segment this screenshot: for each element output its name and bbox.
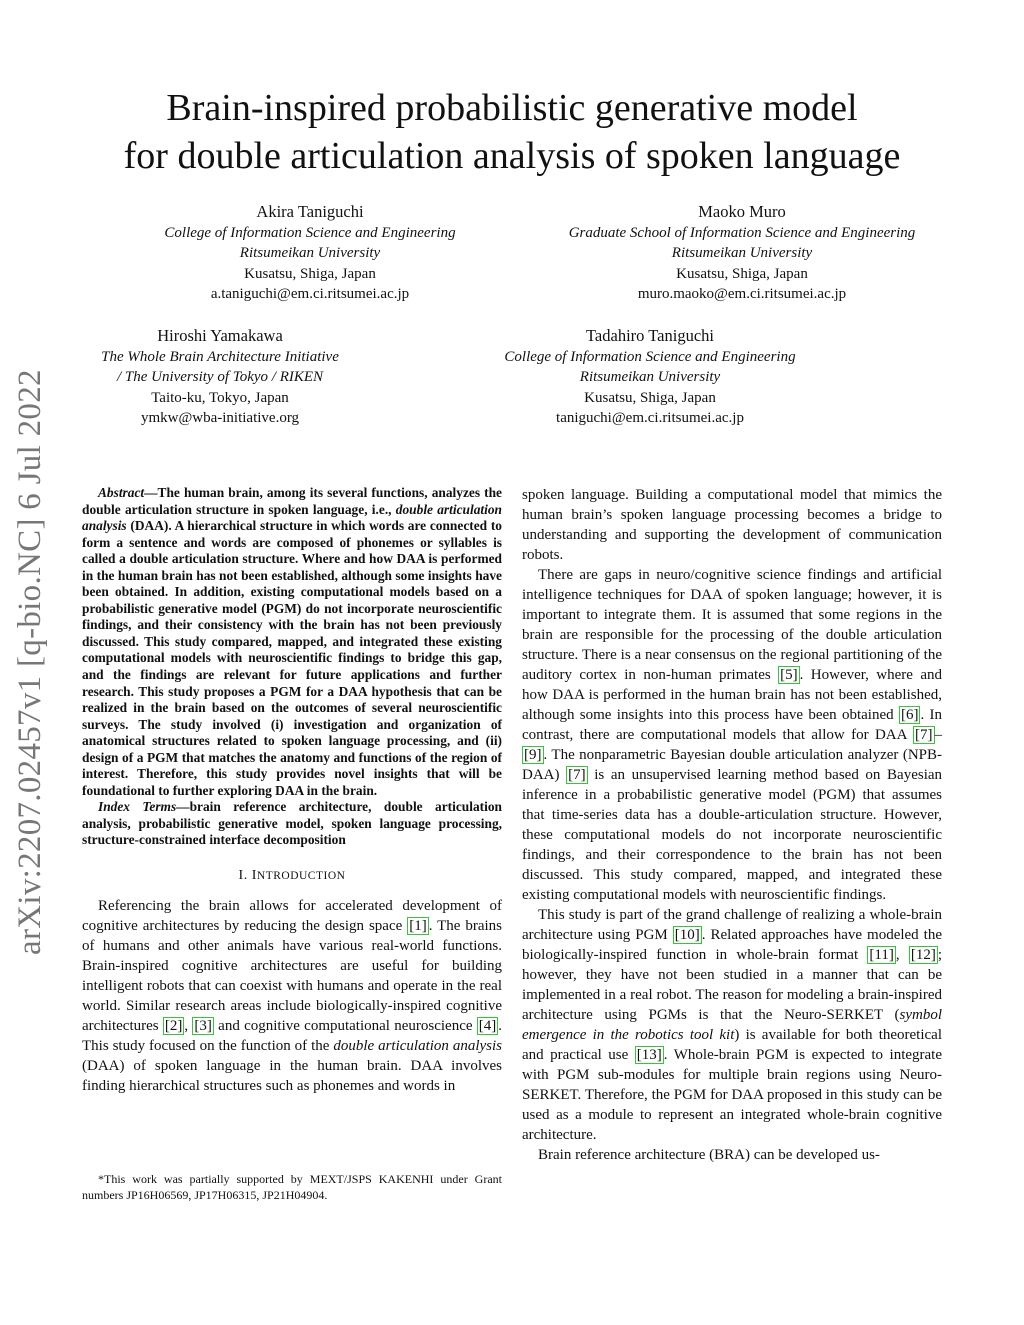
right-paragraph-0 [522,485,942,565]
index-terms-label: Index Terms [98,799,177,815]
citation-link[interactable]: [7] [568,767,586,783]
body-text: . However, where and how DAA is performed in the human brain has not been established, although some insights into this process have been obtained [522,667,943,723]
author-location: Kusatsu, Shiga, Japan [584,389,716,406]
author-affiliation: Graduate School of Information Science and Engineering [568,224,916,241]
section-title-rest: NTRODUCTION [256,870,346,883]
abstract-text-2: (DAA). A hierarchical structure in which words are connected to form a sentence and words are composed of phonemes or syllables is called a double articulation structure. Where and how DAA is performed in the human brain has not been established, although some insights have been obtained. In addition, existing computational models based on a probabilistic generative model (PGM) do not incorporate neuroscientific findings, and their consistency with the brain has not been previously discussed. This study compared, mapped, and integrated these existing computational models with neuroscientific findings to bridge this gap, and the findings are relevant for future applications and further research. This study proposes a PGM for a DAA hypothesis that can be realized in the brain based on the outcomes of several neuroscientific surveys. The study involved (i) investigation and organization of anatomical structures related to spoken language processing, and (ii) design of a PGM that matches the anatomy and functions of the region of interest. Therefore, this study provides novel insights that will be foundational to further exploring DAA in the brain. [82,518,502,798]
author-email: muro.maoko@em.ci.ritsumei.ac.jp [637,286,847,302]
author-email: taniguchi@em.ci.ritsumei.ac.jp [556,410,744,426]
author-email: a.taniguchi@em.ci.ritsumei.ac.jp [210,286,410,302]
right-paragraph-2: This study is part of the grand challenge of realizing a whole-brain architecture using PGM [10] . Related approaches have modeled the biologically-inspired function in whole-brain format [11] , [12] ; however, they have not been studied in a manner that can be implemented in a real robot. The reason for modeling a brain-inspired architecture using PGMs is that the Neuro-SERKET (symbol emergence in the robotics tool kit) is available for both theoretical and practical use [13] . Whole-brain PGM is expected to integrate with PGM sub-modules for multiple brain regions using Neuro-SERKET. Therefore, the PGM for DAA proposed in this study can be used as a module to represent an integrated whole-brain cognitive architecture. [522,907,943,1143]
footnote-text: *This work was partially supported by MEXT/JSPS KAKENHI under Grant numbers JP16H06569, JP17H06315, JP21H04904. [82,1172,502,1202]
author-block-4 [470,326,830,429]
section-number: I. [238,868,248,884]
author-block-3 [60,326,380,429]
citation-link[interactable]: [4] [478,1018,497,1035]
author-location: Kusatsu, Shiga, Japan [676,265,808,282]
intro-text: Referencing the brain allows for accelerated development of cognitive architectures by reducing the design space [82,898,502,935]
author-name: Hiroshi Yamakawa [157,326,283,345]
author-email: ymkw@wba-initiative.org [140,410,300,426]
citation-link[interactable]: [1] [409,918,427,935]
body-text: is an unsupervised learning method based on Bayesian inference in a probabilistic generative model (PGM) that assumes that time-series data has a double-articulation structure. However, these computational models do not incorporate neuroscientific findings, and their correspondence to the brain has not been discussed. This study compared, mapped, and integrated these existing computational models with neuroscientific findings. [522,767,943,903]
left-column [82,485,502,1096]
citation-link[interactable]: [13] [636,1047,662,1063]
author-name: Tadahiro Taniguchi [586,326,714,345]
author-affiliation: The Whole Brain Architecture Initiative [101,348,339,365]
intro-text: . The brains of humans and other animals have various real-world functions. Brain-inspired cognitive architectures are useful for building intelligent robots that can coexist with humans and operate in the real world. Similar research areas include biologically-inspired cognitive architectures [82,918,503,1035]
author-affiliation: Ritsumeikan University [239,245,381,261]
range-dash: – [934,727,943,743]
citation-link[interactable]: [7] [915,727,933,743]
citation-link[interactable]: [5] [780,667,798,683]
citation-link[interactable]: [12] [910,947,936,963]
author-location: Taito-ku, Tokyo, Japan [151,389,289,406]
citation-link[interactable]: [10] [674,927,700,943]
right-column [522,485,942,1165]
author-name: Maoko Muro [698,202,786,221]
abstract-label: Abstract [98,485,145,500]
author-block-1 [120,202,500,305]
body-text: This study is part of the grand challenge of realizing a whole-brain architecture using PGM [522,907,942,943]
author-affiliation: Ritsumeikan University [579,369,721,385]
title-line-1: Brain-inspired probabilistic generative model [166,87,858,129]
author-affiliation: Ritsumeikan University [671,245,813,261]
arxiv-stamp: arXiv:2207.02457v1 [q-bio.NC] 6 Jul 2022 [12,369,48,955]
body-text: ) is available for both theoretical and practical use [522,1027,942,1063]
citation-link[interactable]: [11] [869,947,894,963]
citation-link[interactable]: [3] [194,1018,212,1035]
serket-term: symbol emergence in the robotics tool kit [522,1007,942,1043]
section-initial: I [251,868,257,884]
right-paragraph-3 [522,1145,942,1165]
footnote [82,1171,502,1203]
author-affiliation: College of Information Science and Engineering [164,224,456,241]
title-line-2: for double articulation analysis of spoken language [123,135,901,177]
index-terms: brain reference architecture, double articulation analysis, probabilistic generative model, spoken language processing, structure-constrained interface decomposition [82,799,502,848]
body-text: Brain reference architecture (BRA) can be developed us- [538,1147,880,1163]
intro-text: and cognitive computational neuroscience [218,1018,473,1035]
author-name: Akira Taniguchi [256,202,364,221]
citation-link[interactable]: [9] [524,747,542,763]
abstract-text-1: The human brain, among its several functions, analyzes the double articulation structure in spoken language, i.e., [82,485,502,517]
body-text: . The nonparametric Bayesian double articulation analyzer (NPB-DAA) [522,747,942,783]
paper-title [60,84,964,180]
body-text: . Whole-brain PGM is expected to integrate with PGM sub-modules for multiple brain regions using Neuro-SERKET. Therefore, the PGM for DAA proposed in this study can be used as a module to represent an integrated whole-brain cognitive architecture. [522,1047,943,1143]
body-text: ; however, they have not been studied in a manner that can be implemented in a real robot. The reason for modeling a brain-inspired architecture using PGMs is that the Neuro-SERKET ( [522,947,943,1023]
author-affiliation: College of Information Science and Engineering [504,348,796,365]
intro-text: (DAA) of spoken language in the human brain. DAA involves finding hierarchical structures such as phonemes and words in [82,1058,502,1095]
abstract-daa-term: double articulation analysis [82,501,502,534]
intro-text: . This study focused on the function of the [82,1018,503,1055]
body-text: . Related approaches have modeled the biologically-inspired function in whole-brain format [522,927,942,963]
abstract: Abstract—The human brain, among its several functions, analyzes the double articulation structure in spoken language, i.e., double articulation analysis (DAA). A hierarchical structure in which words are connected to form a sentence and words are composed of phonemes or syllables is called a double articulation structure. Where and how DAA is performed in the human brain has not been established, although some insights have been obtained. In addition, existing computational models based on a probabilistic generative model (PGM) do not incorporate neuroscientific findings, and their consistency with the brain has not been previously discussed. This study compared, mapped, and integrated these existing computational models with neuroscientific findings to bridge this gap, and the findings are relevant for future applications and further research. This study proposes a PGM for a DAA hypothesis that can be realized in the brain based on the outcomes of several neuroscientific surveys. The study involved (i) investigation and organization of anatomical structures related to spoken language processing, and (ii) design of a PGM that matches the anatomy and functions of the region of interest. Therefore, this study provides novel insights that will be foundational to further exploring DAA in the brain. Index Terms—brain reference architecture, double articulation analysis, probabilistic generative model, spoken language processing, structure-constrained interface decomposition [82,485,502,848]
right-paragraph-1 [522,565,942,905]
author-block-2 [532,202,952,305]
author-location: Kusatsu, Shiga, Japan [244,265,376,282]
body-text: There are gaps in neuro/cognitive science findings and artificial intelligence techniques for DAA of spoken language; however, it is important to integrate them. It is assumed that some regions in the brain are responsible for the processing of the double articulation structure. There is a near consensus on the regional partitioning of the auditory cortex in non-human primates [522,567,942,683]
author-affiliation: / The University of Tokyo / RIKEN [116,369,324,385]
intro-paragraph-1: Referencing the brain allows for accelerated development of cognitive architectures by reducing the design space [1] . The brains of humans and other animals have various real-world functions. Brain-inspired cognitive architectures are useful for building intelligent robots that can coexist with humans and operate in the real world. Similar research areas include biologically-inspired cognitive architectures [2] , [3] and cognitive computational neuroscience [4] . This study focused on the function of the double articulation analysis (DAA) of spoken language in the human brain. DAA involves finding hierarchical structures such as phonemes and words in [82,898,503,1095]
citation-link[interactable]: [6] [900,707,919,723]
citation-link[interactable]: [2] [164,1018,183,1035]
intro-daa-term: double articulation analysis [333,1038,502,1055]
intro-body [82,896,502,1096]
section-heading-introduction [82,868,502,884]
body-text: spoken language. Building a computational model that mimics the human brain’s spoken language processing becomes a bridge to understanding and supporting the development of communication robots. [522,487,942,563]
body-text: . In contrast, there are computational models that allow for DAA [522,707,943,743]
